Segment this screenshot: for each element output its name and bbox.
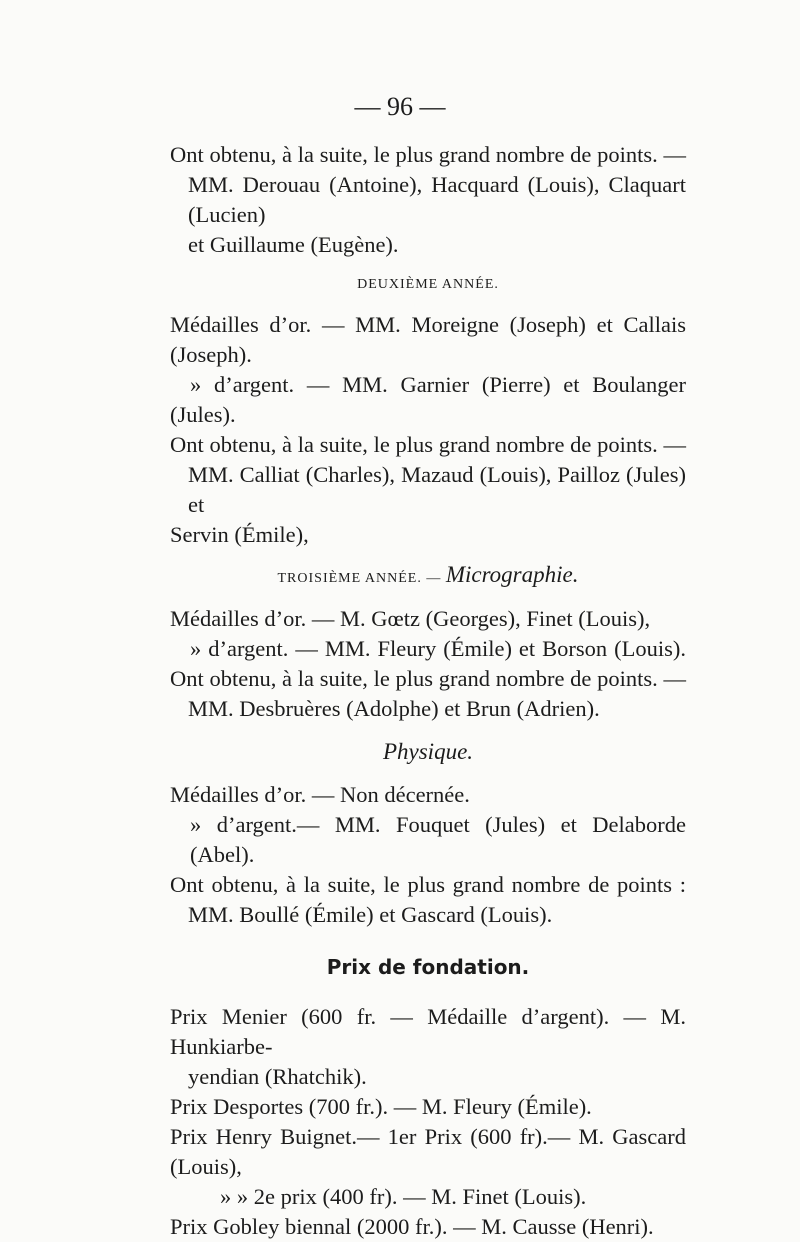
section-heading-physique: Physique.: [382, 739, 474, 764]
text-line: » d’argent.— MM. Fouquet (Jules) et Delaborde (Abel).: [190, 812, 686, 867]
text-line: Prix Gobley biennal (2000 fr.). — M. Causse (Henri).: [170, 1214, 654, 1239]
text-line: et Guillaume (Eugène).: [188, 232, 399, 257]
text-line: » d’argent. — MM. Fleury (Émile) et Borson (Louis).: [190, 636, 686, 661]
text-line: MM. Derouau (Antoine), Hacquard (Louis), Claquart (Lucien): [188, 172, 686, 227]
heading-subject: Micrographie.: [445, 562, 579, 587]
text-line: Servin (Émile),: [170, 522, 309, 547]
page-body: [170, 140, 686, 1242]
text-line: yendian (Rhatchik).: [188, 1064, 367, 1089]
text-line: MM. Boullé (Émile) et Gascard (Louis).: [188, 902, 553, 927]
text-line: Médailles d’or. — M. Gœtz (Georges), Finet (Louis),: [170, 606, 651, 631]
text-line: MM. Calliat (Charles), Mazaud (Louis), Pailloz (Jules) et: [188, 462, 686, 517]
text-line: (Jules).: [170, 402, 236, 427]
text-line: Ont obtenu, à la suite, le plus grand nombre de points. —: [170, 666, 686, 691]
text-line: Ont obtenu, à la suite, le plus grand nombre de points. —: [170, 142, 686, 167]
page-number: — 96 —: [354, 92, 446, 121]
section-heading-deuxieme-annee: DEUXIÈME ANNÉE.: [357, 277, 499, 292]
text-line: Prix Menier (600 fr. — Médaille d’argent). — M. Hunkiarbe-: [170, 1004, 686, 1059]
text-line: Prix Desportes (700 fr.). — M. Fleury (Émile).: [170, 1094, 592, 1119]
text-line: » » 2e prix (400 fr). — M. Finet (Louis).: [220, 1184, 587, 1209]
text-line: Médailles d’or. — MM. Moreigne (Joseph) et Callais (Joseph).: [170, 312, 686, 367]
heading-label: TROISIÈME ANNÉE. —: [277, 571, 442, 586]
text-line: Ont obtenu, à la suite, le plus grand nombre de points. —: [170, 432, 686, 457]
text-line: » d’argent. — MM. Garnier (Pierre) et Boulanger: [190, 372, 686, 397]
section-heading-troisieme-annee: [170, 564, 686, 590]
section-heading-prix-de-fondation: Prix de fondation.: [326, 955, 530, 979]
text-line: Prix Henry Buignet.— 1er Prix (600 fr).— M. Gascard (Louis),: [170, 1124, 686, 1179]
text-line: Médailles d’or. — Non décernée.: [170, 782, 470, 807]
text-line: Ont obtenu, à la suite, le plus grand nombre de points :: [170, 872, 686, 897]
text-line: MM. Desbruères (Adolphe) et Brun (Adrien).: [188, 696, 600, 721]
